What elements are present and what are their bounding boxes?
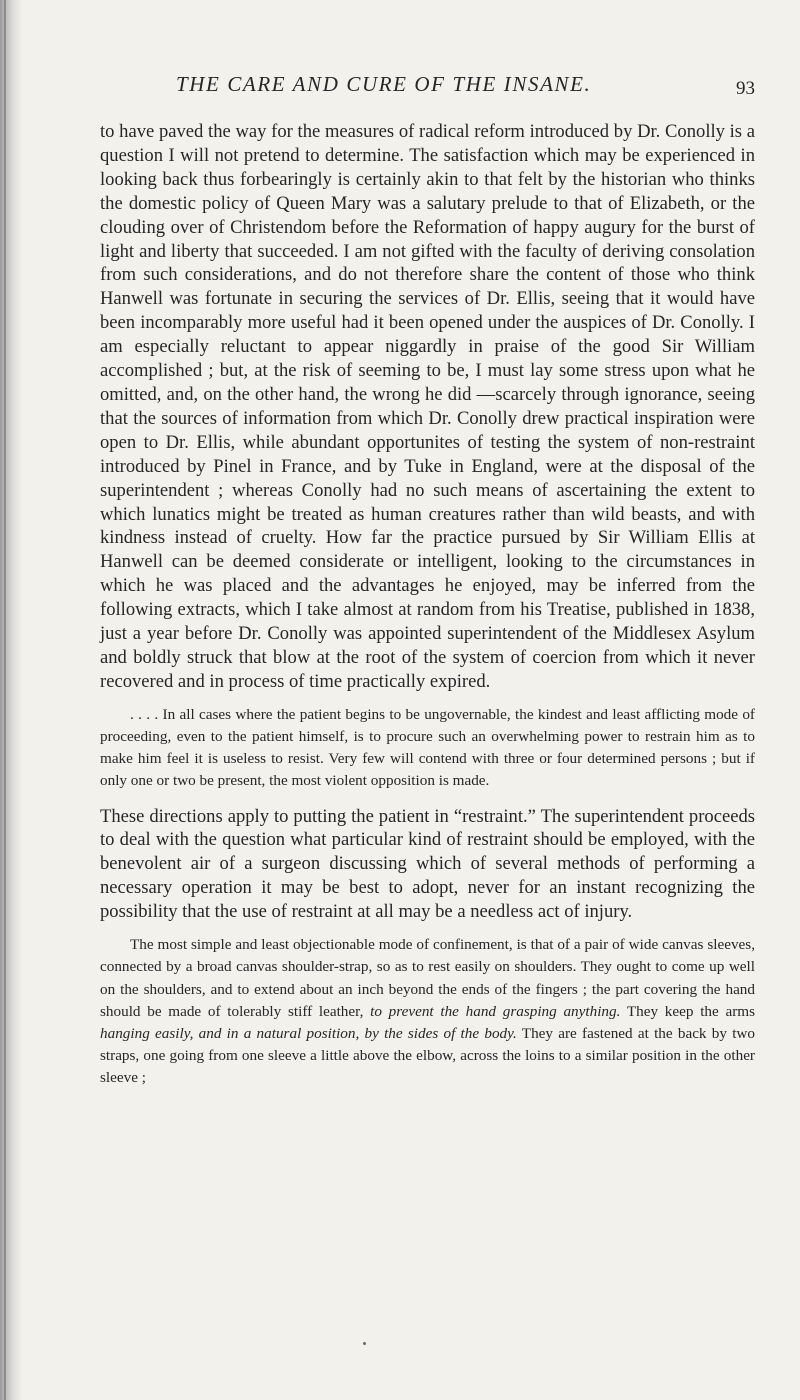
paragraph-2: These directions apply to putting the patient in “restraint.” The superintendent proceeds to deal with the question what particular kind of restraint should be employed, with the benevolent air of a surgeon discussing which of several methods of performing a necessary operation it may be best to adopt, never for an instant recognizing the possibility that the use of restraint at all may be a needless act of injury. [100, 805, 755, 923]
quote-1: . . . . In all cases where the patient begins to be ungovernable, the kindest and least afflicting mode of proceeding, even to the patient himself, is to procure such an overwhelming power to restrain him as to make him feel it is useless to resist. Very few will contend with three or four determined persons ; but if only one or two be present, the most violent opposition is made. [100, 705, 755, 790]
book-page [100, 70, 755, 1090]
page-number: 93 [736, 78, 755, 99]
quote-2-part-2: They keep the arms [620, 1002, 755, 1020]
paragraph-1: to have paved the way for the measures of radical reform introduced by Dr. Conolly is a question I will not pretend to determine. The satisfaction which may be experienced in looking back thus forbearingly is certainly akin to that felt by the historian who thinks the domestic policy of Queen Mary was a salutary prelude to that of Elizabeth, or the clouding over of Christendom before the Reformation of happy augury for the burst of light and liberty that succeeded. I am not gifted with the faculty of deriving consolation from such considerations, and do not therefore share the content of those who think Hanwell was fortunate in securing the services of Dr. Ellis, seeing that it would have been incomparably more useful had it been opened under the auspices of Dr. Conolly. I am especially reluctant to appear niggardly in praise of the good Sir William accomplished ; but, at the risk of seeming to be, I must lay some stress upon what he omitted, and, on the other hand, the wrong he did —scarcely through ignorance, seeing that the sources of information from which Dr. Conolly drew practical inspiration were open to Dr. Ellis, while abundant opportunites of testing the system of non-restraint introduced by Pinel in France, and by Tuke in England, were at the disposal of the superintendent ; whereas Conolly had no such means of ascertaining the extent to which lunatics might be treated as human creatures rather than wild beasts, and with kindness instead of cruelty. How far the practice pursued by Sir William Ellis at Hanwell can be deemed considerate or intelligent, looking to the circumstances in which he was placed and the advantages he enjoyed, may be inferred from the following extracts, which I take almost at random from his Treatise, published in 1838, just a year before Dr. Conolly was appointed superintendent of the Middlesex Asylum and boldly struck that blow at the root of the system of coercion from which it never recovered and in process of time practically expired. [100, 121, 755, 692]
quote-2-italic-2: hanging easily, and in a natural position, by the sides of the body. [100, 1024, 517, 1042]
quote-2 [100, 934, 755, 1089]
quote-2-part-1: The most simple and least objectionable mode of confinement, is that of a pair of wide canvas sleeves, connected by a broad canvas shoulder-strap, so as to rest easily on shoulders. They ought to come up well on the shoulders, and to extend about an inch beyond the ends of the fingers ; the part covering the hand should be made of tolerably stiff leather, [100, 936, 755, 1020]
running-title: THE CARE AND CURE OF THE INSANE. [176, 72, 592, 96]
quote-2-part-3: They are fastened at the back by two straps, one going from one sleeve a little above the elbow, across the loins to a similar position in the other sleeve ; [100, 1024, 755, 1087]
binding-edge-line [4, 0, 6, 1400]
quote-2-italic-1: to prevent the hand grasping anything. [370, 1002, 621, 1020]
running-head [100, 70, 755, 110]
paper-speck [363, 1342, 366, 1345]
